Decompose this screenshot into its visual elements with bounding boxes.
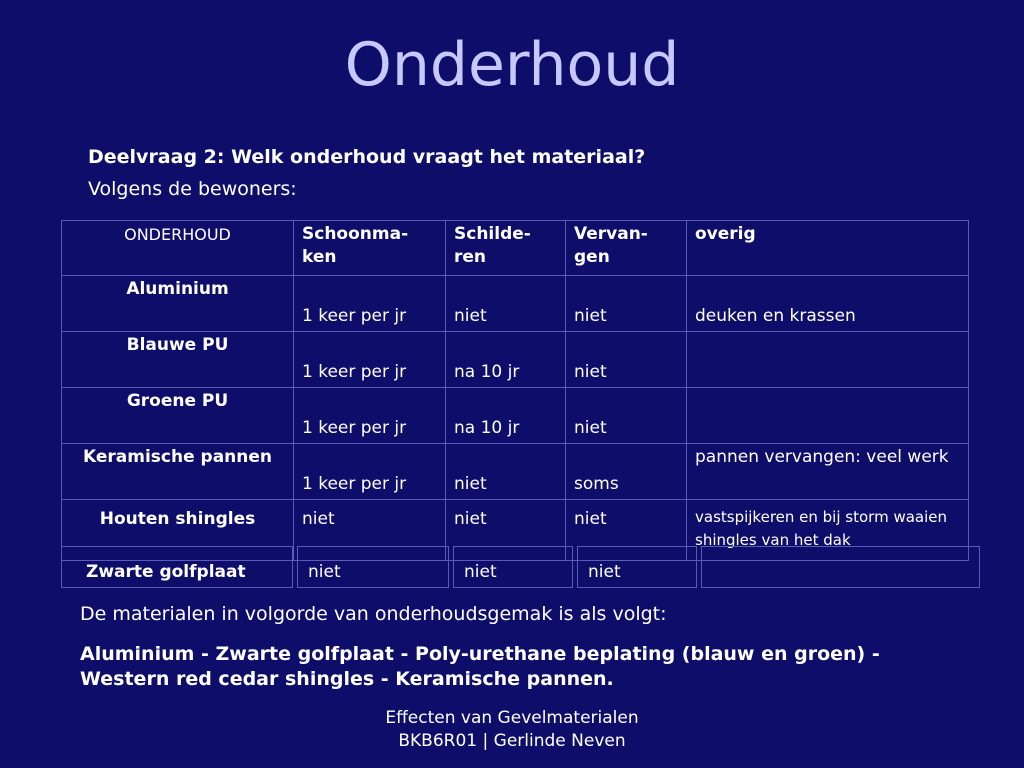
table-cell: niet [446, 276, 566, 332]
table-cell: soms [566, 444, 687, 500]
header-cell: ONDERHOUD [62, 221, 294, 276]
table-cell: niet [566, 332, 687, 388]
table-cell: niet [566, 388, 687, 444]
table-cell: niet [446, 444, 566, 500]
row-label: Aluminium [62, 276, 294, 332]
row-label: Houten shingles [62, 500, 294, 561]
table-cell: niet [566, 276, 687, 332]
table-cell: na 10 jr [446, 388, 566, 444]
header-cell: Vervan- gen [566, 221, 687, 276]
intro-text: Volgens de bewoners: [88, 178, 297, 200]
row-label: Zwarte golfplaat [86, 562, 246, 582]
row-label: Blauwe PU [62, 332, 294, 388]
table-cell: pannen vervangen: veel werk [687, 444, 969, 500]
table-cell: deuken en krassen [687, 276, 969, 332]
conclusion-intro: De materialen in volgorde van onderhoudsgemak is als volgt: [80, 603, 667, 625]
footer-title: Effecten van Gevelmaterialen [385, 708, 639, 728]
table-cell: niet [588, 562, 621, 582]
table-cell: niet [566, 500, 687, 561]
table-row [62, 332, 969, 388]
slide-title: Onderhoud [344, 30, 680, 100]
table-cell: niet [464, 562, 497, 582]
table-cell: 1 keer per jr [294, 444, 446, 500]
table-cell: 1 keer per jr [294, 276, 446, 332]
table-cell [687, 388, 969, 444]
table-header-row [62, 221, 969, 276]
extra-row-label-cell [61, 546, 293, 588]
header-cell: overig [687, 221, 969, 276]
table-row [62, 276, 969, 332]
table-cell: niet [308, 562, 341, 582]
table-cell: na 10 jr [446, 332, 566, 388]
table-cell [687, 332, 969, 388]
conclusion-text: Aluminium - Zwarte golfplaat - Poly-urethane beplating (blauw en groen) - Western red cedar shingles - Keramische pannen. [80, 643, 880, 690]
extra-row-cell [701, 546, 980, 588]
extra-row-cell [453, 546, 573, 588]
header-cell: Schilde- ren [446, 221, 566, 276]
maintenance-table [61, 220, 969, 561]
table-cell: 1 keer per jr [294, 332, 446, 388]
extra-row-cell [297, 546, 449, 588]
footer-course: BKB6R01 | Gerlinde Neven [398, 731, 626, 751]
extra-row-cell [577, 546, 697, 588]
table-row [62, 388, 969, 444]
footer [0, 707, 1024, 753]
table-cell: niet [446, 500, 566, 561]
header-cell: Schoonma- ken [294, 221, 446, 276]
row-label: Keramische pannen [62, 444, 294, 500]
subquestion: Deelvraag 2: Welk onderhoud vraagt het materiaal? [88, 146, 646, 168]
table-cell: niet [294, 500, 446, 561]
row-label: Groene PU [62, 388, 294, 444]
table-cell: 1 keer per jr [294, 388, 446, 444]
table-row [62, 444, 969, 500]
table-cell: vastspijkeren en bij storm waaien shingles van het dak [687, 500, 969, 561]
